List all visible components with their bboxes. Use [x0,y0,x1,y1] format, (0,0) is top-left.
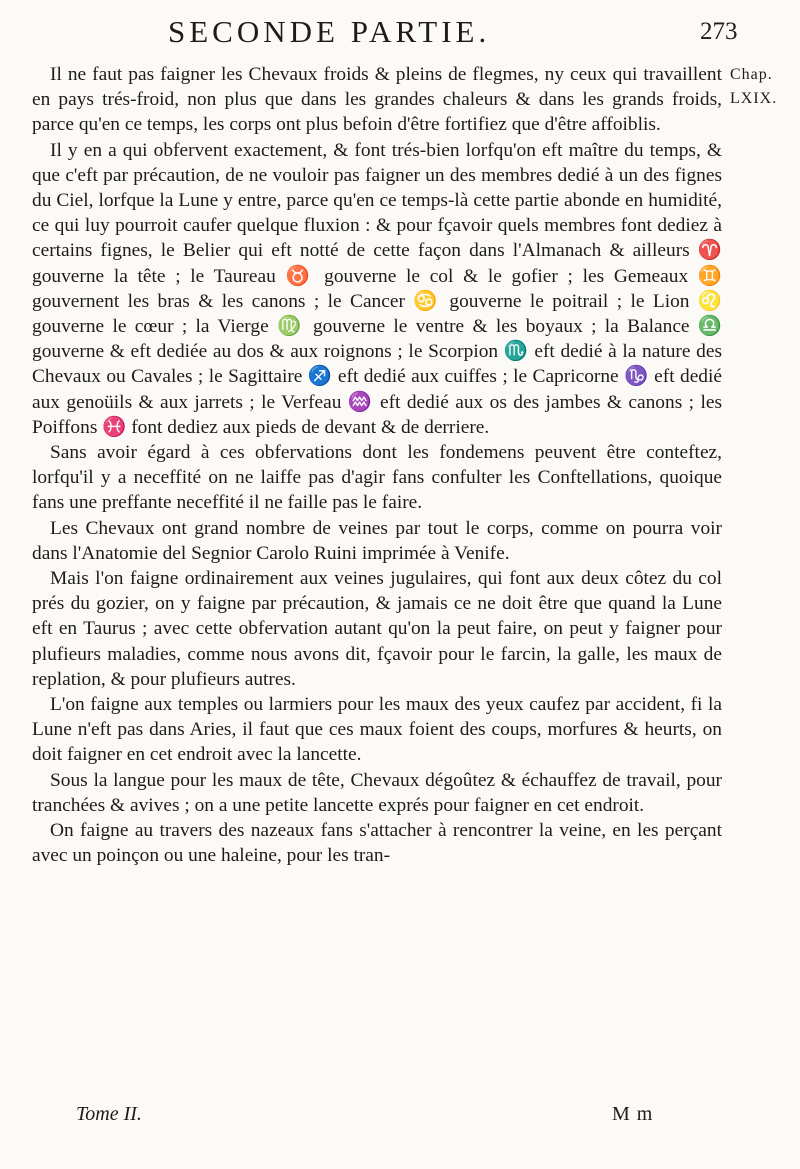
paragraph-necessity: Sans avoir égard à ces obfervations dont les fondemens peuvent être conteftez, lorfqu'il y a neceffité on ne laiffe pas d'agir fans confulter les Conftellations, quoique fans une preffante neceffité il ne faille pas le faire. [32,442,722,514]
paragraph-jugular-veins: Mais l'on faigne ordinairement aux veines jugulaires, qui font aux deux côtez du col prés du gozier, on y faigne par précaution, & jamais ce ne doit être que quand la Lune eft en Taurus ; avec cette obfervation autant qu'on la peut faire, on peut y faigner pour plufieurs maladies, comme nous avons dit, fçavoir pour le farcin, la galle, les maux de replation, & pour plufieurs autres. [32,568,722,690]
chapter-number: LXIX. [730,90,778,107]
paragraph-bleeding-conditions: Il ne faut pas faigner les Chevaux froids & pleins de flegmes, ny ceux qui travaillent en pays trés-froid, non plus que dans les grandes chaleurs & dans les grands froids, parce qu'en ce temps, les corps ont plus befoin d'être fortifiez que d'être affoiblis. [32,64,722,136]
paragraph-veins: Les Chevaux ont grand nombre de veines par tout le corps, comme on pourra voir dans l'Anatomie del Segnior Carolo Ruini imprimée à Venife. [32,517,722,564]
page-footer [0,1103,800,1143]
chapter-marginal-note [730,63,777,111]
paragraph-zodiac-signs: Il y en a qui obfervent exactement, & font trés-bien lorfqu'on eft maître du temps, & que c'eft par précaution, de ne vouloir pas faigner un des membres dedié à un des fignes du Ciel, lorfque la Lune y entre, parce qu'en ce temps-là cette partie abonde en humidité, ce qui luy pourroit caufer quelque fluxion : & pour fçavoir quels membres font dediez à certains fignes, le Belier qui eft notté de cette façon dans l'Almanach & ailleurs ♈ gouverne la tête ; le Taureau ♉ gouverne le col & le gofier ; les Gemeaux ♊ gouvernent les bras & les canons ; le Cancer ♋ gouverne le poitrail ; le Lion ♌ gouverne le cœur ; la Vierge ♍ gouverne le ventre & les boyaux ; la Balance ♎ gouverne & eft dediée au dos & aux roignons ; le Scorpion ♏ eft dedié à la nature des Chevaux ou Cavales ; le Sagittaire ♐ eft dedié aux cuiffes ; le Capricorne ♑ eft dedié aux genoüils & aux jarrets ; le Verfeau ♒ eft dedié aux os des jambes & canons ; les Poiffons ♓ font dediez aux pieds de devant & de derriere. [32,139,722,438]
paragraph-nostrils: On faigne au travers des nazeaux fans s'attacher à rencontrer la veine, en les perçant avec un poinçon ou une haleine, pour les tran- [32,820,722,867]
signature-mark: M m [612,1103,654,1125]
running-head [0,14,800,54]
section-title: SECONDE PARTIE. [168,14,491,49]
paragraph-temples: L'on faigne aux temples ou larmiers pour les maux des yeux caufez par accident, fi la Lune n'eft pas dans Aries, il faut que ces maux foient des coups, morfures & heurts, on doit faigner en cet endroit avec la lancette. [32,694,722,766]
paragraph-under-tongue: Sous la langue pour les maux de tête, Chevaux dégoûtez & échauffez de travail, pour tranchées & avives ; on a une petite lancette exprés pour faigner en cet endroit. [32,769,722,816]
body-text [32,62,722,869]
page-number: 273 [700,18,738,45]
chapter-label: Chap. [730,66,773,83]
volume-label: Tome II. [76,1103,142,1125]
